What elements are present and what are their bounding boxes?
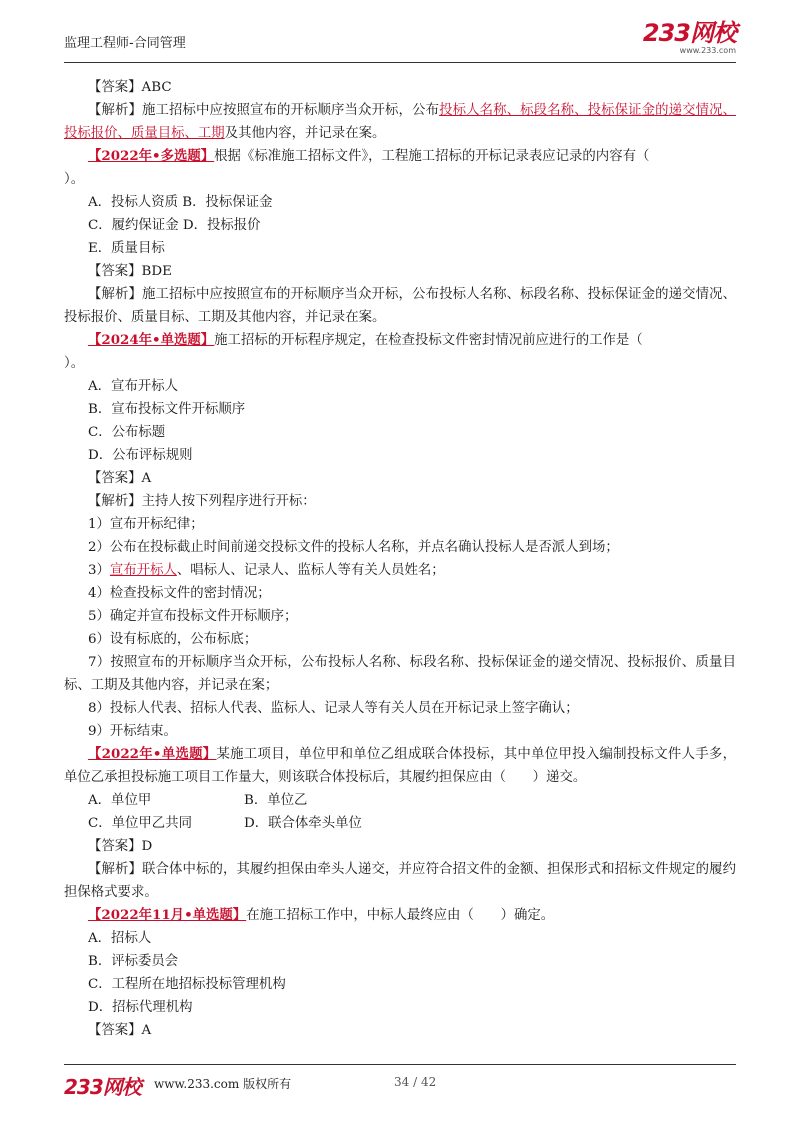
q2-option-cd: C．履约保证金 D．投标报价 xyxy=(88,218,261,233)
q3-analysis: 【解析】主持人按下列程序进行开标： xyxy=(88,494,316,509)
q2-option-e: E．质量目标 xyxy=(88,241,165,256)
q4-options-row2 xyxy=(64,812,736,835)
q3-step: 1）宣布开标纪律； xyxy=(88,517,204,532)
q4-option-a: A．单位甲 xyxy=(88,793,152,808)
q3-step: 3）宣布开标人、唱标人、记录人、监标人等有关人员姓名； xyxy=(88,563,445,578)
q3-stem: 【2024年•单选题】施工招标的开标程序规定，在检查投标文件密封情况前应进行的工作是（ xyxy=(88,332,643,348)
q2-option-ab: A．投标人资质 B．投标保证金 xyxy=(88,195,273,210)
q3-option-a: A．宣布开标人 xyxy=(88,379,179,394)
analysis-label: 【解析】 xyxy=(88,862,143,877)
q3-answer: 【答案】A xyxy=(88,471,152,486)
q3-step: 5）确定并宣布投标文件开标顺序； xyxy=(88,609,298,624)
q5-option-d: D．招标代理机构 xyxy=(88,1000,193,1015)
question-tag: 【2022年•多选题】 xyxy=(88,148,215,164)
q3-step: 6）设有标底的，公布标底； xyxy=(88,632,258,647)
q1-answer: 【答案】ABC xyxy=(88,80,172,95)
q3-option-c: C．公布标题 xyxy=(88,425,166,440)
q5-answer: 【答案】A xyxy=(88,1023,152,1038)
highlight-text: 宣布开标人 xyxy=(109,563,177,578)
q3-step: 4）检查投标文件的密封情况； xyxy=(88,586,271,601)
analysis-label: 【解析】 xyxy=(88,287,143,302)
q3-option-b: B．宣布投标文件开标顺序 xyxy=(88,402,246,417)
document-body xyxy=(64,76,736,1042)
q5-stem: 【2022年11月•单选题】在施工招标工作中，中标人最终应由（ ）确定。 xyxy=(88,907,555,923)
q4-option-d: D．联合体牵头单位 xyxy=(244,816,362,831)
q4-answer: 【答案】D xyxy=(88,839,153,854)
analysis-label: 【解析】 xyxy=(88,103,143,118)
q3-step: 2）公布在投标截止时间前递交投标文件的投标人名称，并点名确认投标人是否派人到场； xyxy=(88,540,619,555)
q4-stem: 【2022年•单选题】某施工项目，单位甲和单位乙组成联合体投标，其中单位甲投入编制投标文件人手多，单位乙承担投标施工项目工作量大，则该联合体投标后，其履约担保应由（ ）递交。 xyxy=(64,746,737,785)
q4-option-c: C．单位甲乙共同 xyxy=(88,816,192,831)
q4-analysis: 【解析】联合体中标的，其履约担保由牵头人递交，并应符合招文件的金额、担保形式和招标文件规定的履约担保格式要求。 xyxy=(64,862,737,900)
q2-stem-cont: ）。 xyxy=(64,172,85,187)
q5-option-c: C．工程所在地招标投标管理机构 xyxy=(88,977,286,992)
footer-copyright: www.233.com 版权所有 xyxy=(154,1077,292,1091)
q1-analysis: 【解析】施工招标中应按照宣布的开标顺序当众开标，公布投标人名称、标段名称、投标保证金的递交情况、投标报价、质量目标、工期及其他内容，并记录在案。 xyxy=(64,103,737,141)
question-tag: 【2024年•单选题】 xyxy=(88,332,215,348)
highlight-text: 投标人名称、标段名称、投标保证金的 xyxy=(439,103,669,118)
q2-analysis: 【解析】施工招标中应按照宣布的开标顺序当众开标，公布投标人名称、标段名称、投标保证金的递交情况、投标报价、质量目标、工期及其他内容，并记录在案。 xyxy=(64,287,737,325)
page-number: 34 / 42 xyxy=(394,1075,437,1089)
brand-logo xyxy=(643,20,736,56)
page-header xyxy=(64,18,736,63)
q3-step: 7）按照宣布的开标顺序当众开标，公布投标人名称、标段名称、投标保证金的递交情况、投标报价、质量目标、工期及其他内容，并记录在案； xyxy=(64,655,736,693)
q2-answer: 【答案】BDE xyxy=(88,264,172,279)
page-footer xyxy=(64,1064,736,1097)
q4-option-b: B．单位乙 xyxy=(244,793,308,808)
q3-option-d: D．公布评标规则 xyxy=(88,448,193,463)
q3-step: 9）开标结束。 xyxy=(88,724,177,739)
question-tag: 【2022年11月•单选题】 xyxy=(88,907,247,923)
logo-url: www.233.com xyxy=(679,46,736,55)
highlight-text: 递交情况、投标报价、质量目标、工期 xyxy=(64,103,737,141)
footer-logo: 233网校 xyxy=(64,1075,141,1099)
question-tag: 【2022年•单选题】 xyxy=(88,746,217,762)
q4-options-row1 xyxy=(64,789,736,812)
q3-stem-cont: ）。 xyxy=(64,356,85,371)
header-title: 监理工程师-合同管理 xyxy=(64,36,186,51)
logo-text: 233网校 xyxy=(642,19,736,47)
q3-step: 8）投标人代表、招标人代表、监标人、记录人等有关人员在开标记录上签字确认； xyxy=(88,701,579,716)
analysis-label: 【解析】 xyxy=(88,494,142,509)
q5-option-a: A．招标人 xyxy=(88,931,152,946)
q2-stem: 【2022年•多选题】根据《标准施工招标文件》，工程施工招标的开标记录表应记录的内容有（ xyxy=(88,148,650,164)
q5-option-b: B．评标委员会 xyxy=(88,954,179,969)
